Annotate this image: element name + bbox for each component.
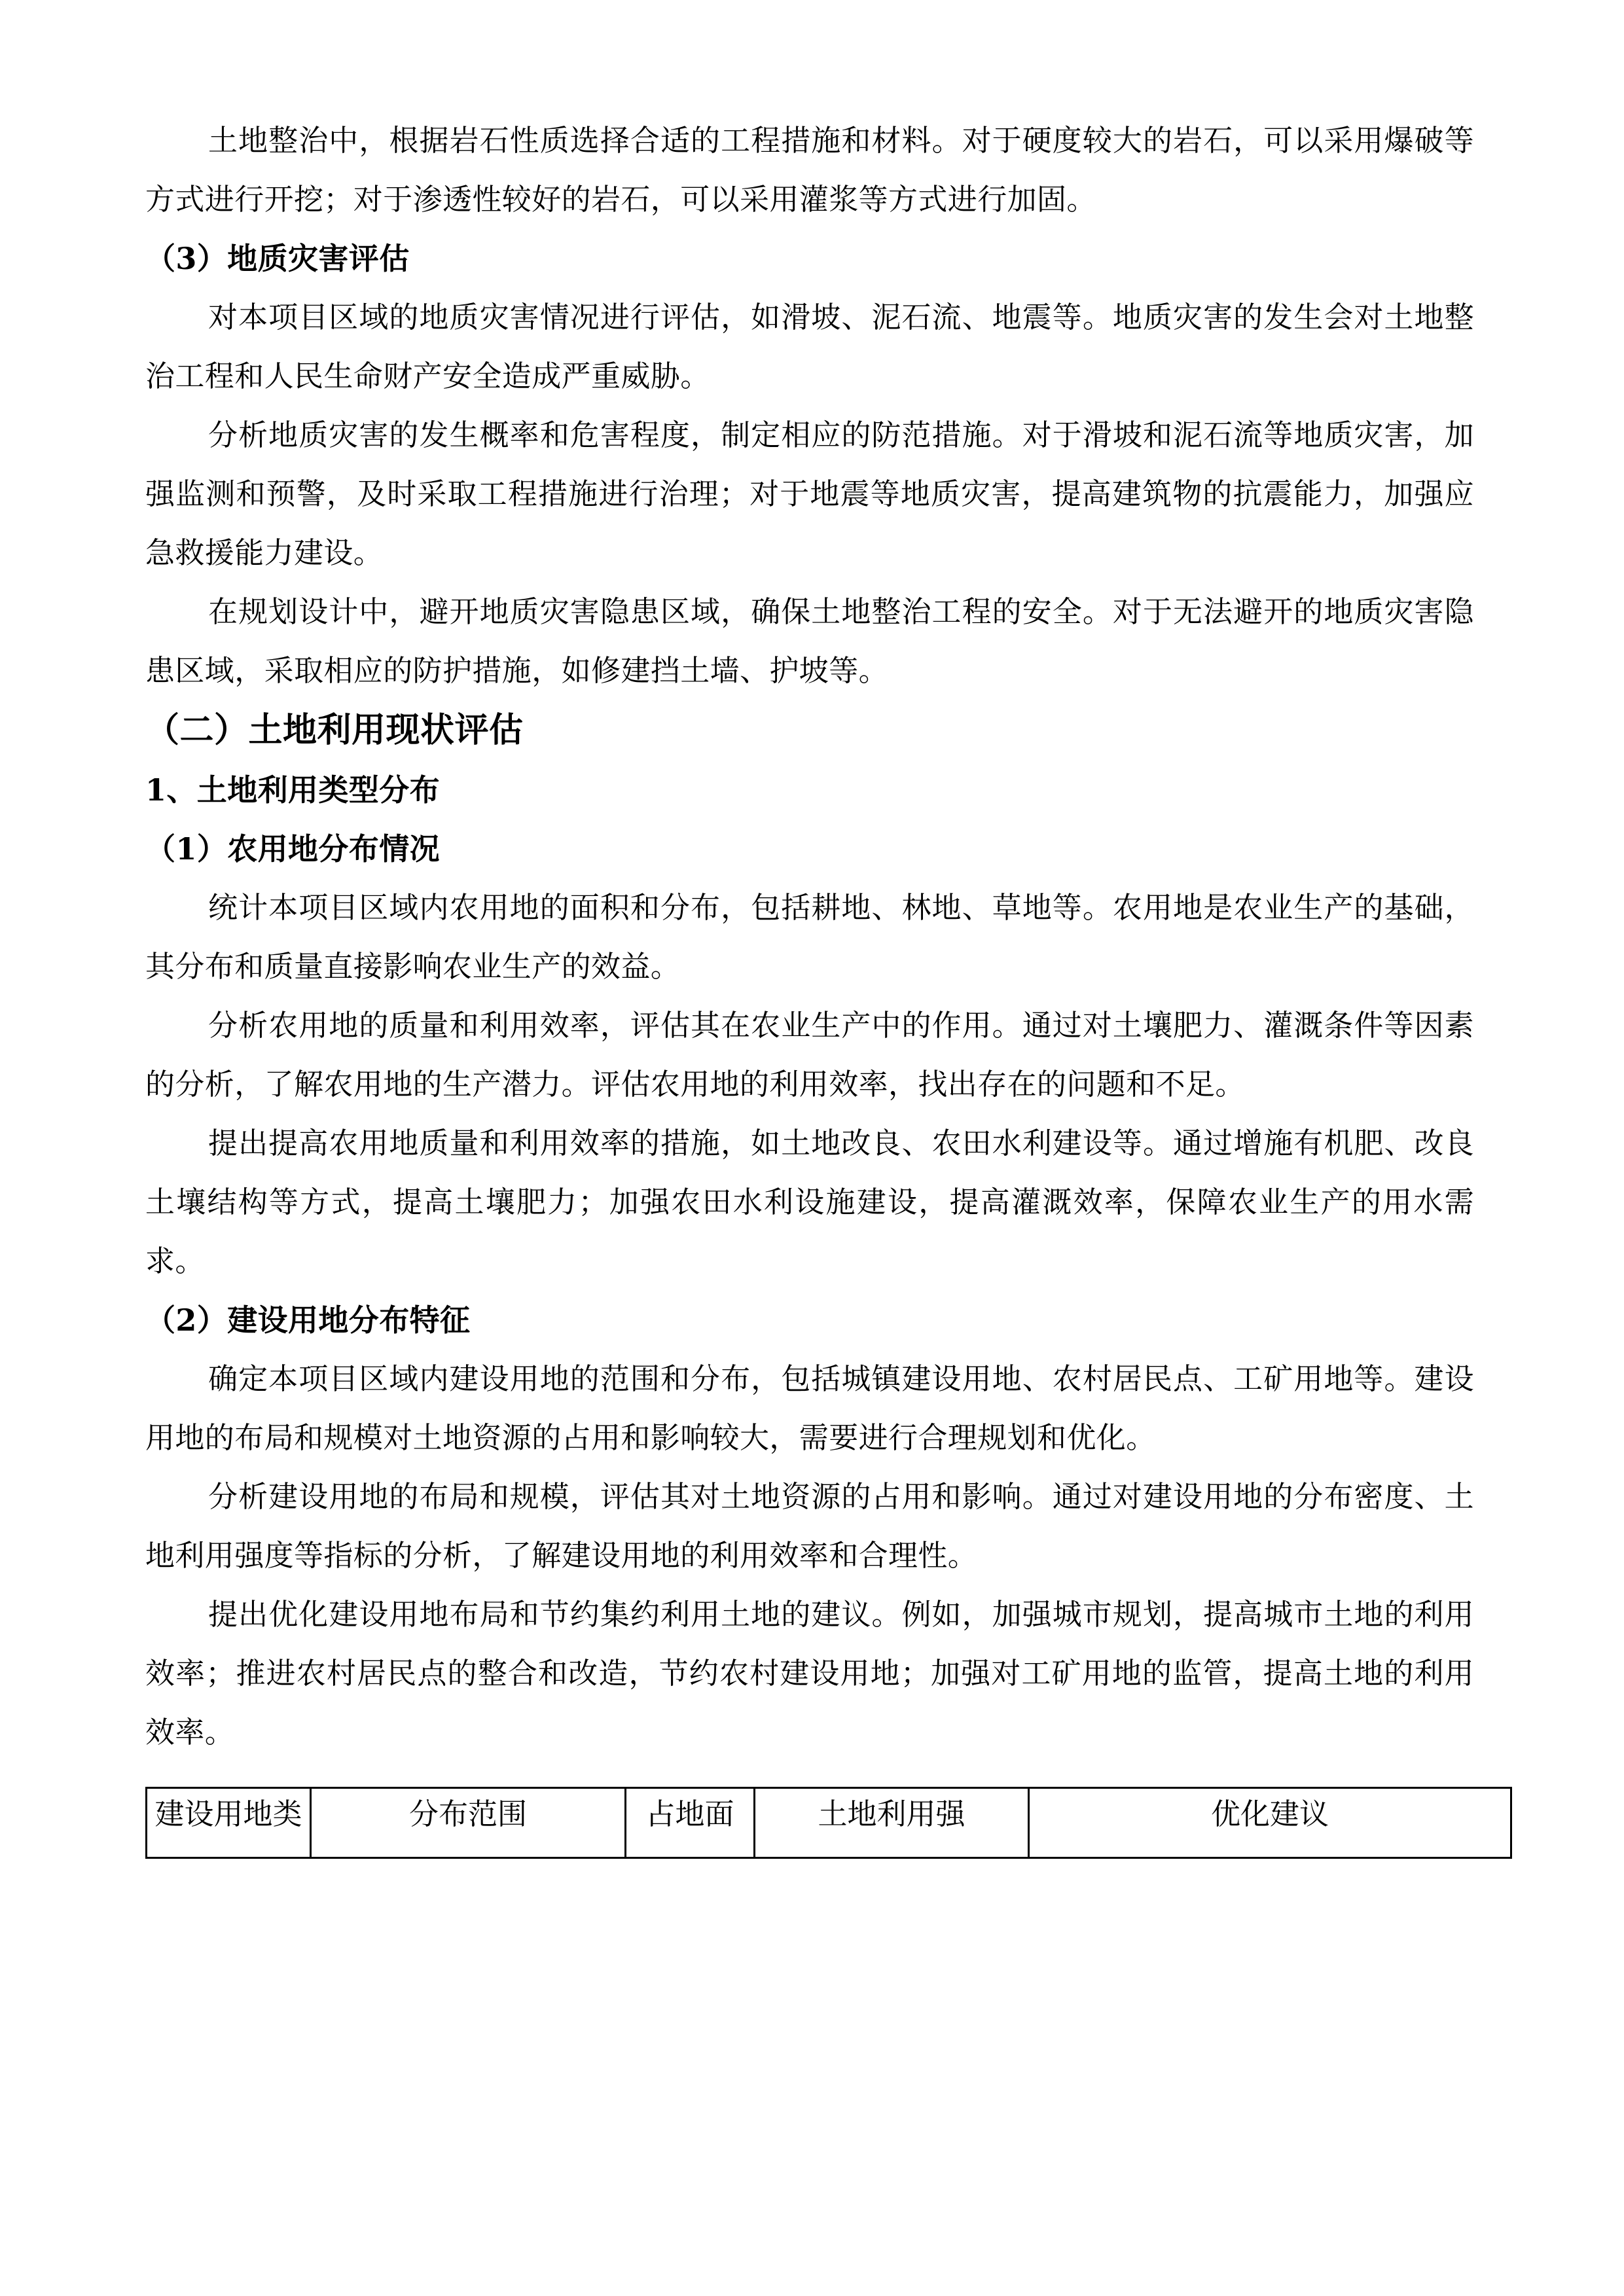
- paragraph-construction-land-scope: 确定本项目区域内建设用地的范围和分布，包括城镇建设用地、农村居民点、工矿用地等。建设用地的布局和规模对土地资源的占用和影响较大，需要进行合理规划和优化。: [145, 1361, 1474, 1455]
- heading-construction-land-distribution: （2）建设用地分布特征: [145, 1302, 471, 1338]
- paragraph-agricultural-area-stats: 统计本项目区域内农用地的面积和分布，包括耕地、林地、草地等。农用地是农业生产的基础，其分布和质量直接影响农业生产的效益。: [145, 890, 1474, 984]
- paragraph-hazard-situation: 对本项目区域的地质灾害情况进行评估，如滑坡、泥石流、地震等。地质灾害的发生会对土地整治工程和人民生命财产安全造成严重威胁。: [145, 300, 1474, 393]
- paragraph-construction-land-layout: 分析建设用地的布局和规模，评估其对土地资源的占用和影响。通过对建设用地的分布密度、土地利用强度等指标的分析，了解建设用地的利用效率和合理性。: [145, 1479, 1474, 1573]
- paragraph-agricultural-improvement-measures: 提出提高农用地质量和利用效率的措施，如土地改良、农田水利建设等。通过增施有机肥、改良土壤结构等方式，提高土壤肥力；加强农田水利设施建设，提高灌溉效率，保障农业生产的用水需求。: [145, 1126, 1474, 1278]
- table-header-cell-land-type: 建设用地类: [147, 1788, 311, 1858]
- paragraph-hazard-probability: 分析地质灾害的发生概率和危害程度，制定相应的防范措施。对于滑坡和泥石流等地质灾害，加强监测和预警，及时采取工程措施进行治理；对于地震等地质灾害，提高建筑物的抗震能力，加强应急救援能力建设。: [145, 418, 1474, 570]
- heading-geological-hazard-assessment: （3）地质灾害评估: [145, 241, 410, 276]
- heading-agricultural-land-distribution: （1）农用地分布情况: [145, 831, 441, 867]
- paragraph-agricultural-quality-efficiency: 分析农用地的质量和利用效率，评估其在农业生产中的作用。通过对土壤肥力、灌溉条件等因素的分析，了解农用地的生产潜力。评估农用地的利用效率，找出存在的问题和不足。: [145, 1008, 1474, 1102]
- table-header-row: [147, 1788, 1511, 1858]
- table-header-cell-occupied-area: 占地面: [626, 1788, 755, 1858]
- construction-land-table: [145, 1787, 1512, 1859]
- construction-land-table-wrapper: [145, 1787, 1474, 1859]
- table-header-cell-optimization-advice: 优化建议: [1029, 1788, 1511, 1858]
- paragraph-rock-properties: 土地整治中，根据岩石性质选择合适的工程措施和材料。对于硬度较大的岩石，可以采用爆破等方式进行开挖；对于渗透性较好的岩石，可以采用灌浆等方式进行加固。: [145, 123, 1474, 217]
- paragraph-planning-avoid-hazard: 在规划设计中，避开地质灾害隐患区域，确保土地整治工程的安全。对于无法避开的地质灾害隐患区域，采取相应的防护措施，如修建挡土墙、护坡等。: [145, 594, 1474, 688]
- table-header-cell-land-use-intensity: 土地利用强: [755, 1788, 1029, 1858]
- table-header-cell-distribution-range: 分布范围: [311, 1788, 626, 1858]
- heading-land-use-status-assessment: （二）土地利用现状评估: [145, 710, 524, 750]
- heading-land-use-type-distribution: 1、土地利用类型分布: [145, 772, 441, 808]
- document-body: [145, 111, 1474, 1859]
- paragraph-construction-land-optimization: 提出优化建设用地布局和节约集约利用土地的建议。例如，加强城市规划，提高城市土地的利用效率；推进农村居民点的整合和改造，节约农村建设用地；加强对工矿用地的监管，提高土地的利用效率。: [145, 1597, 1474, 1749]
